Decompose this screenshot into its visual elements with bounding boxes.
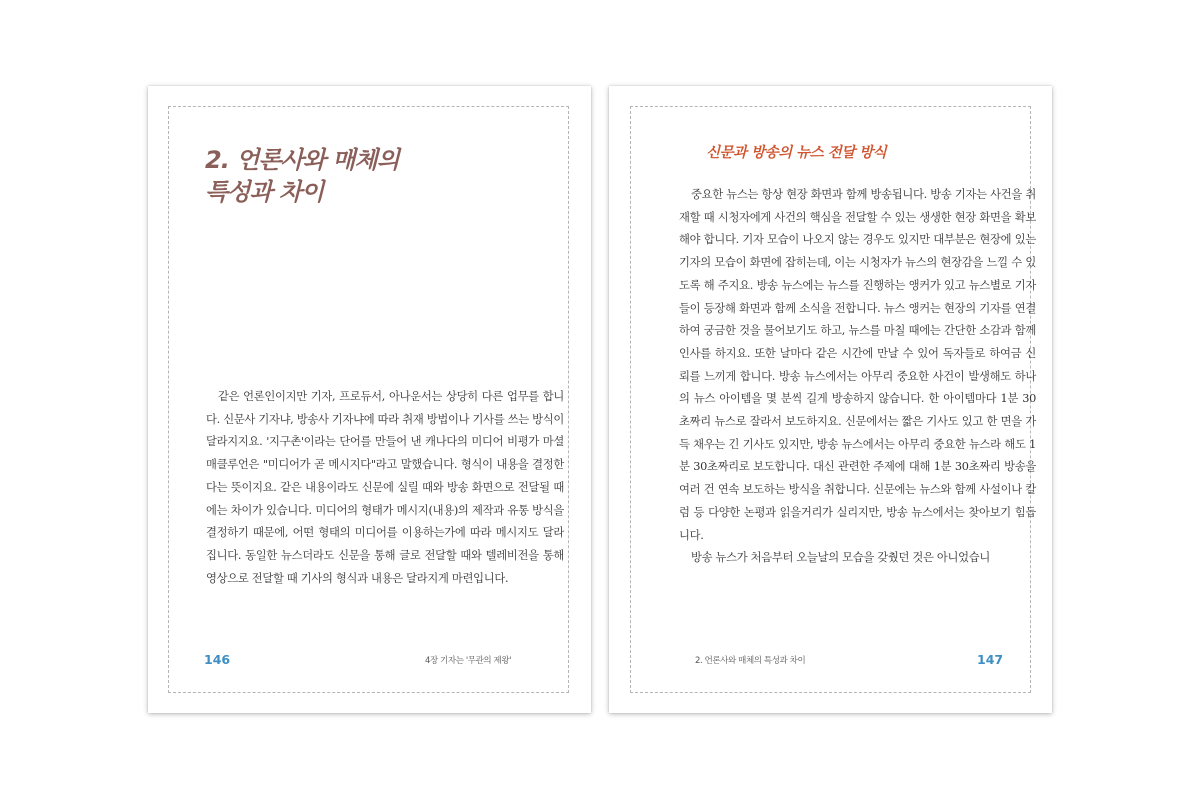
page-number: 146 bbox=[204, 652, 231, 667]
paragraph: 중요한 뉴스는 항상 현장 화면과 함께 방송됩니다. 방송 기자는 사건을 취재할 때 시청자에게 사건의 핵심을 전달할 수 있는 생생한 현장 화면을 확보해야 합니다. 기자 모습이 나오지 않는 경우도 있지만 대부분은 현장에 있는 기자의 모습이 화면에 잡히는데, 이는 시청자가 뉴스의 현장감을 느낄 수 있도록 해 주지요. 방송 뉴스에는 뉴스를 진행하는 앵커가 있고 뉴스별로 기자들이 등장해 화면과 함께 소식을 전합니다. 뉴스 앵커는 현장의 기자를 연결하여 궁금한 것을 물어보기도 하고, 뉴스를 마칠 때에는 간단한 소감과 함께 인사를 하지요. 또한 날마다 같은 시간에 만날 수 있어 독자들로 하여금 신뢰를 느끼게 합니다. 방송 뉴스에서는 아무리 중요한 사건이 발생해도 하나의 뉴스 아이템을 몇 분씩 길게 방송하지 않습니다. 한 아이템마다 1분 30초짜리 뉴스로 잘라서 보도하지요. 신문에서는 짧은 기사도 있고 한 면을 가득 채우는 긴 기사도 있지만, 방송 뉴스에서는 아무리 중요한 뉴스라 해도 1분 30초짜리로 보도합니다. 대신 관련한 주제에 대해 1분 30초짜리 방송을 여러 건 연속 보도하는 방식을 취합니다. 신문에는 뉴스와 함께 사설이나 칼럼 등 다양한 논평과 읽을거리가 실리지만, 방송 뉴스에서는 찾아보기 힘듭니다. bbox=[679, 188, 1036, 542]
right-page bbox=[609, 86, 1052, 713]
left-page bbox=[148, 86, 591, 713]
page-number: 147 bbox=[977, 652, 1004, 667]
chapter-title-line-1: 2. 언론사와 매체의 bbox=[205, 146, 399, 174]
running-head: 4장 기자는 '무관의 제왕' bbox=[425, 656, 512, 666]
paragraph: 같은 언론인이지만 기자, 프로듀서, 아나운서는 상당히 다른 업무를 합니다. 신문사 기자냐, 방송사 기자냐에 따라 취재 방법이나 기사를 쓰는 방식이 달라지지요. '지구촌'이라는 단어를 만들어 낸 캐나다의 미디어 비평가 마셜 매클루언은 "미디어가 곧 메시지다"라고 말했습니다. 형식이 내용을 결정한다는 뜻이지요. 같은 내용이라도 신문에 실릴 때와 방송 화면으로 전달될 때에는 차이가 있습니다. 미디어의 형태가 메시지(내용)의 제작과 유통 방식을 결정하기 때문에, 어떤 형태의 미디어를 이용하는가에 따라 메시지도 달라집니다. 동일한 뉴스더라도 신문을 통해 글로 전달할 때와 텔레비전을 통해 영상으로 전달할 때 기사의 형식과 내용은 달라지게 마련입니다. bbox=[206, 390, 564, 585]
chapter-title bbox=[205, 144, 545, 208]
running-head: 2. 언론사와 매체의 특성과 차이 bbox=[695, 656, 806, 666]
right-body-text bbox=[679, 184, 1036, 570]
left-body-text bbox=[206, 386, 564, 590]
section-title: 신문과 방송의 뉴스 전달 방식 bbox=[706, 145, 887, 161]
paragraph: 방송 뉴스가 처음부터 오늘날의 모습을 갖췄던 것은 아니었습니 bbox=[691, 551, 990, 565]
chapter-title-line-2: 특성과 차이 bbox=[205, 178, 324, 206]
